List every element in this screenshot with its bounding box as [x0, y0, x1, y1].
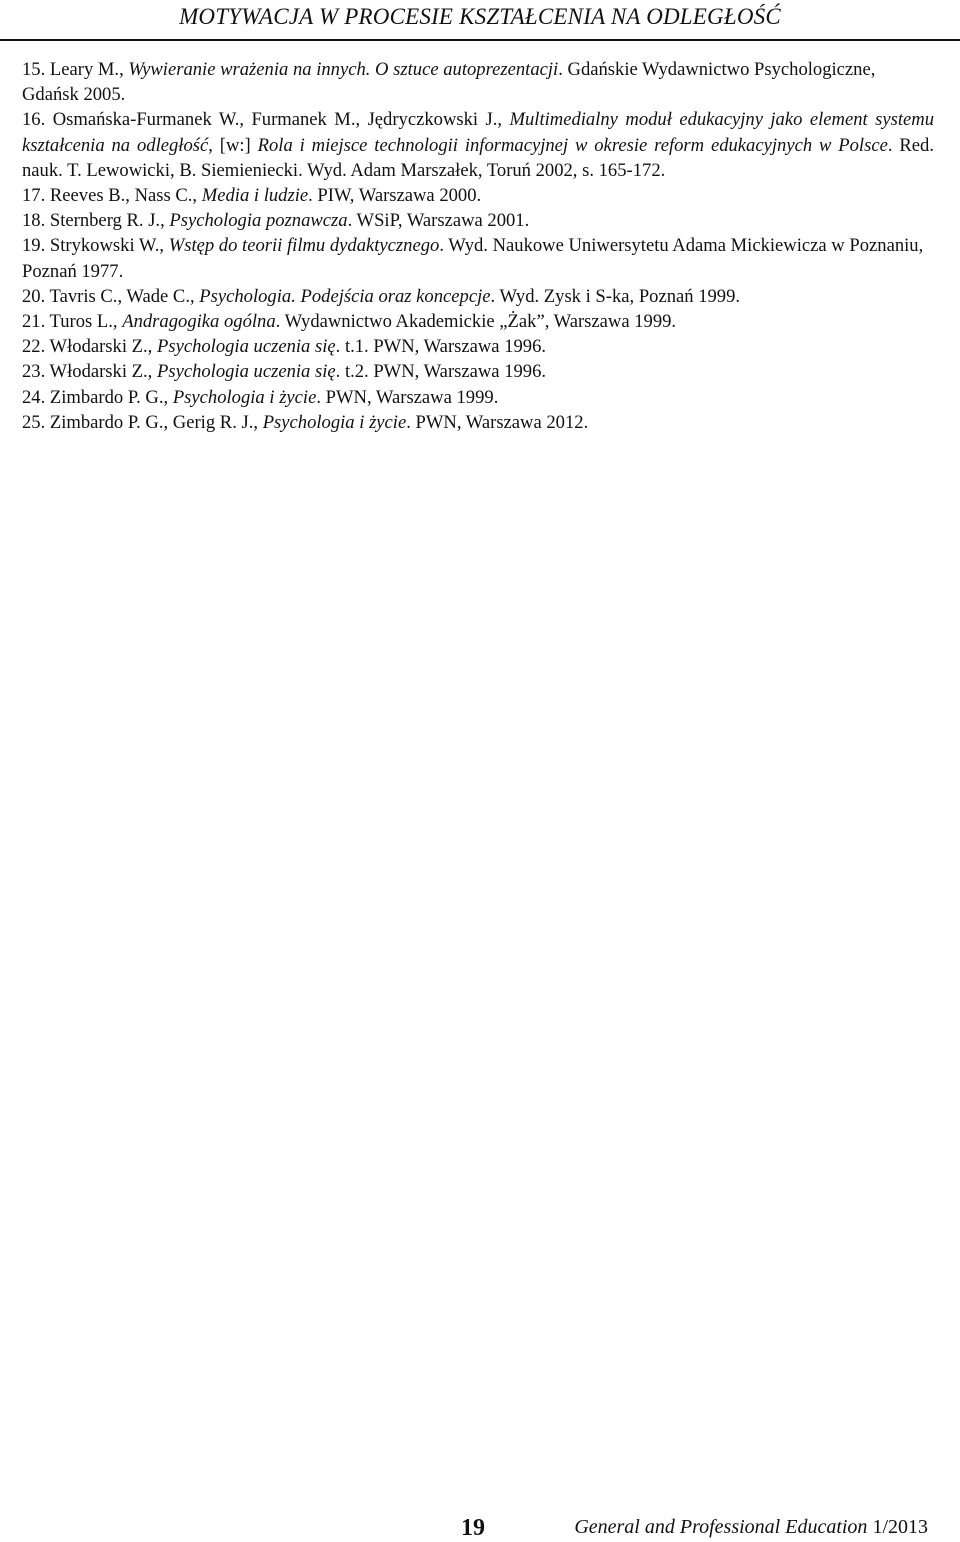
reference-item — [22, 385, 934, 410]
reference-text: , [w:] — [208, 134, 258, 156]
header-divider — [0, 39, 960, 41]
reference-text: . t.2. PWN, Warszawa 1996. — [335, 361, 547, 383]
reference-text: 24. Zimbardo P. G., — [22, 386, 173, 408]
reference-title: Psychologia i życie — [262, 411, 407, 433]
page-footer — [0, 1510, 960, 1540]
reference-text: . t.1. PWN, Warszawa 1996. — [335, 336, 547, 358]
reference-title: Psychologia uczenia się — [156, 361, 336, 383]
reference-text: 16. Osmańska-Furmanek W., Furmanek M., Jędryczkowski J., — [22, 109, 510, 131]
reference-item — [22, 208, 934, 233]
journal-name: General and Professional Education — [574, 1516, 868, 1538]
reference-item — [22, 359, 934, 384]
reference-text: . PWN, Warszawa 1999. — [316, 386, 499, 408]
reference-title: Psychologia poznawcza — [169, 210, 348, 232]
reference-text: . Wyd. Naukowe Uniwersytetu Adama Mickiewicza w Poznaniu, Poznań 1977. — [22, 235, 924, 282]
reference-item — [22, 410, 934, 435]
bibliography-list — [22, 57, 934, 435]
reference-text: 18. Sternberg R. J., — [22, 210, 170, 232]
page-number: 19 — [461, 1515, 485, 1541]
journal-issue: 1/2013 — [872, 1516, 928, 1538]
reference-title: Wywieranie wrażenia na innych. O sztuce autoprezentacji — [128, 59, 559, 80]
reference-text: . PIW, Warszawa 2000. — [308, 185, 482, 207]
running-header-title: MOTYWACJA W PROCESIE KSZTAŁCENIA NA ODLEGŁOŚĆ — [179, 4, 781, 29]
reference-title: Psychologia i życie — [172, 386, 317, 408]
reference-text: . Gdańskie Wydawnictwo Psychologiczne, Gdańsk 2005. — [22, 59, 876, 106]
reference-text: . Wydawnictwo Akademickie „Żak”, Warszawa 1999. — [275, 311, 677, 333]
reference-item — [22, 233, 934, 283]
journal-citation — [574, 1516, 928, 1539]
reference-text: 25. Zimbardo P. G., Gerig R. J., — [22, 411, 263, 433]
reference-text: 19. Strykowski W., — [22, 235, 169, 257]
reference-text: . WSiP, Warszawa 2001. — [347, 210, 530, 232]
reference-text: . PWN, Warszawa 2012. — [406, 411, 589, 433]
reference-item — [22, 334, 934, 359]
reference-item — [22, 284, 934, 309]
reference-title: Andragogika ogólna — [122, 311, 276, 333]
reference-text: 23. Włodarski Z., — [22, 361, 157, 383]
reference-text: . Red. nauk. T. Lewowicki, B. Siemieniecki. Wyd. Adam Marszałek, Toruń 2002, s. 165-172. — [22, 134, 934, 181]
reference-title: Psychologia uczenia się — [156, 336, 336, 358]
reference-text: 22. Włodarski Z., — [22, 336, 157, 358]
reference-title: Wstęp do teorii filmu dydaktycznego — [168, 235, 440, 257]
reference-title: Media i ludzie — [201, 185, 309, 207]
reference-text: 20. Tavris C., Wade C., — [22, 285, 200, 307]
reference-text: . Wyd. Zysk i S-ka, Poznań 1999. — [490, 285, 741, 307]
reference-item — [22, 309, 934, 334]
reference-item — [22, 107, 934, 183]
reference-title: Multimedialny moduł edukacyjny jako element systemu kształcenia na odległość — [22, 109, 934, 156]
reference-text: 21. Turos L., — [22, 311, 123, 333]
reference-item — [22, 57, 934, 107]
reference-title: Rola i miejsce technologii informacyjnej w okresie reform edukacyjnych w Polsce — [257, 134, 888, 156]
reference-item — [22, 183, 934, 208]
reference-text: 17. Reeves B., Nass C., — [22, 185, 202, 207]
reference-text: 15. Leary M., — [22, 59, 129, 80]
reference-title: Psychologia. Podejścia oraz koncepcje — [199, 285, 491, 307]
